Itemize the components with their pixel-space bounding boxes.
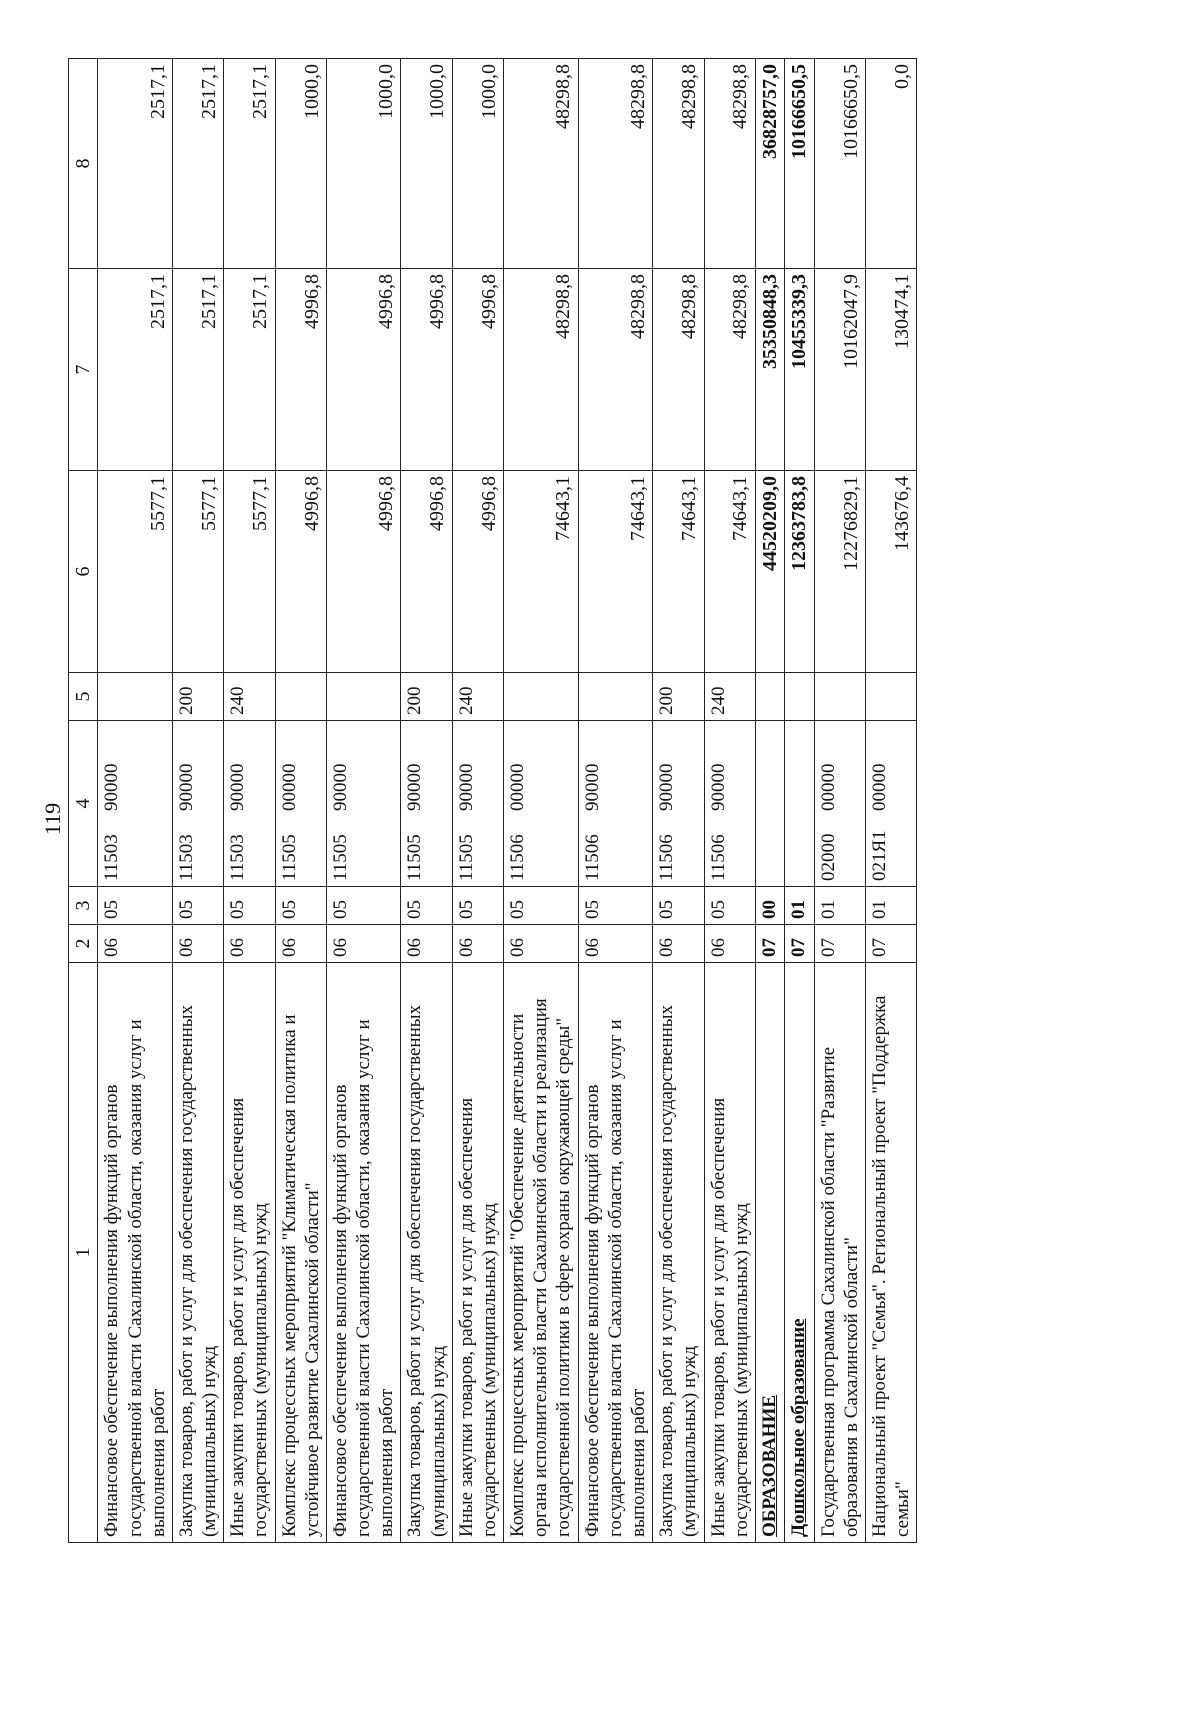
subsection-code: 05 [704, 887, 755, 925]
table-row [275, 59, 326, 1543]
amount-col-8: 48298,8 [578, 59, 653, 269]
rotated-page [40, 59, 1120, 1579]
program-code: 11505 [329, 834, 351, 881]
program-code: 11506 [581, 834, 603, 881]
subsection-code: 05 [578, 887, 653, 925]
section-code: 06 [504, 925, 579, 963]
table-row [224, 59, 275, 1543]
amount-col-6: 5577,1 [172, 471, 223, 673]
table-row [653, 59, 704, 1543]
subsection-code: 05 [172, 887, 223, 925]
program-code: 11506 [507, 834, 529, 881]
subsection-code: 05 [224, 887, 275, 925]
subsection-code: 05 [275, 887, 326, 925]
target-article-code [755, 721, 784, 887]
amount-col-7: 48298,8 [653, 269, 704, 471]
table-row [401, 59, 452, 1543]
expense-type-code: 200 [172, 673, 223, 721]
amount-col-6: 74643,1 [578, 471, 653, 673]
amount-col-7: 10455339,3 [785, 269, 814, 471]
row-name: Государственная программа Сахалинской области "Развитие образования в Сахалинской области" [814, 963, 865, 1543]
amount-col-7: 48298,8 [578, 269, 653, 471]
expense-type-code [326, 673, 401, 721]
amount-col-7: 48298,8 [504, 269, 579, 471]
direction-code: 90000 [581, 763, 603, 811]
amount-col-8: 2517,1 [98, 59, 173, 269]
expense-type-code [578, 673, 653, 721]
section-code: 07 [814, 925, 865, 963]
subsection-code: 01 [814, 887, 865, 925]
program-code: 02000 [817, 833, 839, 881]
expense-type-code [504, 673, 579, 721]
column-header-6: 6 [69, 471, 98, 673]
amount-col-7: 4996,8 [452, 269, 503, 471]
direction-code: 90000 [404, 763, 426, 811]
row-name: Закупка товаров, работ и услуг для обеспечения государственных (муниципальных) нужд [401, 963, 452, 1543]
expense-type-code: 240 [452, 673, 503, 721]
amount-col-6: 74643,1 [504, 471, 579, 673]
subsection-code: 05 [326, 887, 401, 925]
direction-code: 00000 [817, 763, 839, 811]
amount-col-7: 35350848,3 [755, 269, 784, 471]
program-code: 021Я1 [868, 830, 890, 881]
section-code: 06 [578, 925, 653, 963]
amount-col-8: 1000,0 [326, 59, 401, 269]
amount-col-7: 4996,8 [275, 269, 326, 471]
amount-col-8: 48298,8 [704, 59, 755, 269]
amount-col-8: 10166650,5 [814, 59, 865, 269]
amount-col-6: 5577,1 [224, 471, 275, 673]
amount-col-8: 1000,0 [275, 59, 326, 269]
expense-type-code [865, 673, 916, 721]
target-article-code [98, 721, 173, 887]
column-header-8: 8 [69, 59, 98, 269]
row-name: Закупка товаров, работ и услуг для обеспечения государственных (муниципальных) нужд [653, 963, 704, 1543]
program-code: 11503 [101, 834, 123, 881]
direction-code: 90000 [329, 763, 351, 811]
row-name: Финансовое обеспечение выполнения функций органов государственной власти Сахалинской области, оказания услуг и выполнения работ [578, 963, 653, 1543]
amount-col-8: 36828757,0 [755, 59, 784, 269]
amount-col-6: 143676,4 [865, 471, 916, 673]
program-code: 11503 [175, 834, 197, 881]
row-name: Дошкольное образование [785, 963, 814, 1543]
header-row [69, 59, 98, 1543]
column-header-7: 7 [69, 269, 98, 471]
amount-col-6: 44520209,0 [755, 471, 784, 673]
table-row [504, 59, 579, 1543]
section-code: 06 [98, 925, 173, 963]
subsection-code: 05 [504, 887, 579, 925]
expense-type-code [814, 673, 865, 721]
program-code: 11506 [656, 834, 678, 881]
amount-col-8: 10166650,5 [785, 59, 814, 269]
amount-col-8: 2517,1 [172, 59, 223, 269]
direction-code: 90000 [707, 763, 729, 811]
section-code: 06 [653, 925, 704, 963]
expense-type-code [785, 673, 814, 721]
target-article-code [275, 721, 326, 887]
subsection-code: 05 [401, 887, 452, 925]
target-article-code [865, 721, 916, 887]
program-code: 11505 [404, 834, 426, 881]
section-code: 06 [224, 925, 275, 963]
direction-code: 90000 [175, 763, 197, 811]
amount-col-6: 4996,8 [452, 471, 503, 673]
target-article-code [401, 721, 452, 887]
row-name: Финансовое обеспечение выполнения функций органов государственной власти Сахалинской области, оказания услуг и выполнения работ [98, 963, 173, 1543]
table-row [578, 59, 653, 1543]
subsection-code: 01 [865, 887, 916, 925]
amount-col-7: 48298,8 [704, 269, 755, 471]
expense-type-code [98, 673, 173, 721]
amount-col-7: 4996,8 [401, 269, 452, 471]
program-code: 11506 [707, 834, 729, 881]
amount-col-6: 4996,8 [401, 471, 452, 673]
column-header-4: 4 [69, 721, 98, 887]
column-header-3: 3 [69, 887, 98, 925]
row-name: Финансовое обеспечение выполнения функций органов государственной власти Сахалинской области, оказания услуг и выполнения работ [326, 963, 401, 1543]
amount-col-7: 2517,1 [98, 269, 173, 471]
direction-code: 00000 [278, 763, 300, 811]
section-code: 06 [275, 925, 326, 963]
subsection-code: 05 [653, 887, 704, 925]
target-article-code [578, 721, 653, 887]
budget-table [68, 58, 917, 1543]
amount-col-7: 2517,1 [224, 269, 275, 471]
direction-code: 90000 [101, 763, 123, 811]
table-row [172, 59, 223, 1543]
table-row [755, 59, 784, 1543]
column-header-1: 1 [69, 963, 98, 1543]
expense-type-code [755, 673, 784, 721]
subsection-code: 05 [98, 887, 173, 925]
amount-col-8: 0,0 [865, 59, 916, 269]
amount-col-7: 130474,1 [865, 269, 916, 471]
amount-col-7: 10162047,9 [814, 269, 865, 471]
subsection-code: 05 [452, 887, 503, 925]
program-code: 11505 [278, 834, 300, 881]
program-code: 11503 [227, 834, 249, 881]
row-name: Иные закупки товаров, работ и услуг для обеспечения государственных (муниципальных) нужд [224, 963, 275, 1543]
amount-col-8: 48298,8 [504, 59, 579, 269]
direction-code: 90000 [455, 763, 477, 811]
table-row [865, 59, 916, 1543]
target-article-code [814, 721, 865, 887]
row-name: Комплекс процессных мероприятий "Обеспечение деятельности органа исполнительной власти Сахалинской области и реализация государственной политики в сфере охраны окружающей среды" [504, 963, 579, 1543]
amount-col-8: 1000,0 [452, 59, 503, 269]
amount-col-6: 4996,8 [275, 471, 326, 673]
amount-col-6: 5577,1 [98, 471, 173, 673]
table-row [326, 59, 401, 1543]
section-code: 06 [326, 925, 401, 963]
row-name: ОБРАЗОВАНИЕ [755, 963, 784, 1543]
expense-type-code: 240 [224, 673, 275, 721]
expense-type-code: 200 [401, 673, 452, 721]
row-name: Комплекс процессных мероприятий "Климатическая политика и устойчивое развитие Сахалинской области" [275, 963, 326, 1543]
direction-code: 00000 [868, 763, 890, 811]
section-code: 07 [865, 925, 916, 963]
amount-col-6: 74643,1 [653, 471, 704, 673]
amount-col-6: 74643,1 [704, 471, 755, 673]
table-row [452, 59, 503, 1543]
row-name: Национальный проект "Семья". Региональный проект "Поддержка семьи" [865, 963, 916, 1543]
page-number: 119 [40, 802, 65, 836]
expense-type-code: 240 [704, 673, 755, 721]
target-article-code [785, 721, 814, 887]
table-row [704, 59, 755, 1543]
amount-col-7: 4996,8 [326, 269, 401, 471]
target-article-code [452, 721, 503, 887]
column-header-2: 2 [69, 925, 98, 963]
direction-code: 90000 [227, 763, 249, 811]
row-name: Иные закупки товаров, работ и услуг для обеспечения государственных (муниципальных) нужд [704, 963, 755, 1543]
section-code: 06 [704, 925, 755, 963]
expense-type-code [275, 673, 326, 721]
amount-col-6: 12363783,8 [785, 471, 814, 673]
expense-type-code: 200 [653, 673, 704, 721]
section-code: 07 [755, 925, 784, 963]
target-article-code [504, 721, 579, 887]
section-code: 06 [172, 925, 223, 963]
target-article-code [224, 721, 275, 887]
direction-code: 90000 [656, 763, 678, 811]
amount-col-8: 1000,0 [401, 59, 452, 269]
target-article-code [172, 721, 223, 887]
subsection-code: 00 [755, 887, 784, 925]
row-name: Иные закупки товаров, работ и услуг для обеспечения государственных (муниципальных) нужд [452, 963, 503, 1543]
table-row [785, 59, 814, 1543]
amount-col-6: 12276829,1 [814, 471, 865, 673]
section-code: 06 [401, 925, 452, 963]
target-article-code [326, 721, 401, 887]
row-name: Закупка товаров, работ и услуг для обеспечения государственных (муниципальных) нужд [172, 963, 223, 1543]
table-row [98, 59, 173, 1543]
table-row [814, 59, 865, 1543]
target-article-code [653, 721, 704, 887]
subsection-code: 01 [785, 887, 814, 925]
direction-code: 00000 [507, 763, 529, 811]
section-code: 06 [452, 925, 503, 963]
amount-col-8: 48298,8 [653, 59, 704, 269]
amount-col-6: 4996,8 [326, 471, 401, 673]
table-body [98, 59, 917, 1543]
column-header-5: 5 [69, 673, 98, 721]
program-code: 11505 [455, 834, 477, 881]
target-article-code [704, 721, 755, 887]
section-code: 07 [785, 925, 814, 963]
amount-col-8: 2517,1 [224, 59, 275, 269]
amount-col-7: 2517,1 [172, 269, 223, 471]
